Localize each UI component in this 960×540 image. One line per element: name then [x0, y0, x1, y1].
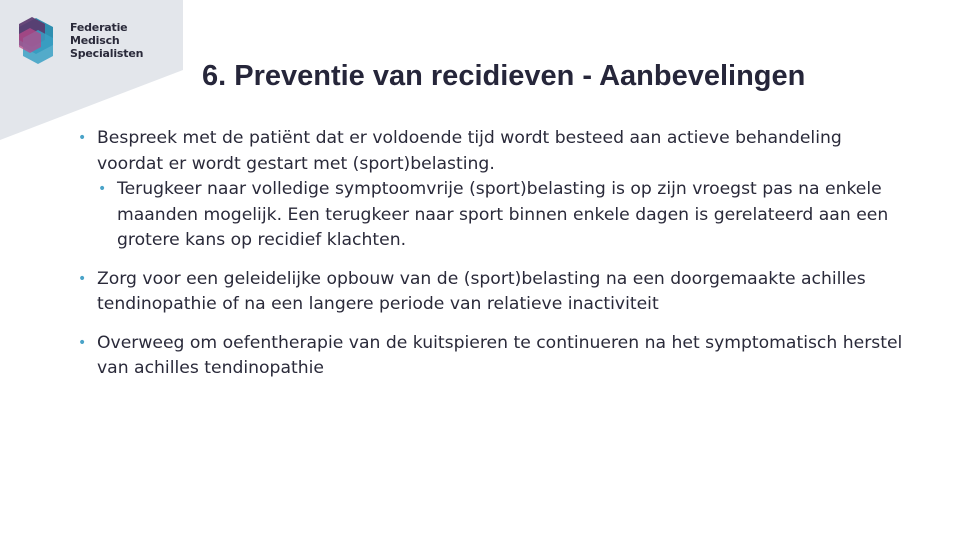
logo-line-2: Medisch [70, 34, 120, 47]
logo-line-3: Specialisten [70, 47, 144, 60]
bullet-item-3 [78, 331, 908, 382]
bullet-text-3: Overweeg om oefentherapie van de kuitspieren te continueren na het symptomatisch herstel van achilles tendinopathie [97, 332, 903, 378]
logo-line-1: Federatie [70, 21, 128, 34]
bullet-text-2: Zorg voor een geleidelijke opbouw van de (sport)belasting na een doorgemaakte achilles tendinopathie of na een langere periode van relatieve inactiviteit [97, 268, 866, 314]
sub-bullet-text-1: Terugkeer naar volledige symptoomvrije (sport)belasting is op zijn vroegst pas na enkele maanden mogelijk. Een terugkeer naar sport binnen enkele dagen is gerelateerd aan een grotere kans op recidief klachten. [117, 179, 889, 250]
logo-wordmark [70, 21, 143, 60]
bullet-dot-icon: • [78, 334, 87, 351]
bullet-item-1 [78, 126, 908, 177]
bullet-item-2 [78, 267, 908, 318]
bullet-dot-icon: • [78, 270, 87, 287]
bullet-dot-icon: • [78, 130, 87, 146]
slide-title: 6. Preventie van recidieven - Aanbevelingen [202, 60, 806, 92]
bullet-list [78, 126, 908, 395]
bullet-text-1: Bespreek met de patiënt dat er voldoende tijd wordt besteed aan actieve behandeling voordat er wordt gestart met (sport)belasting. [97, 128, 842, 174]
bullet-dot-icon: • [98, 181, 107, 197]
sub-bullet-item-1 [98, 177, 908, 254]
